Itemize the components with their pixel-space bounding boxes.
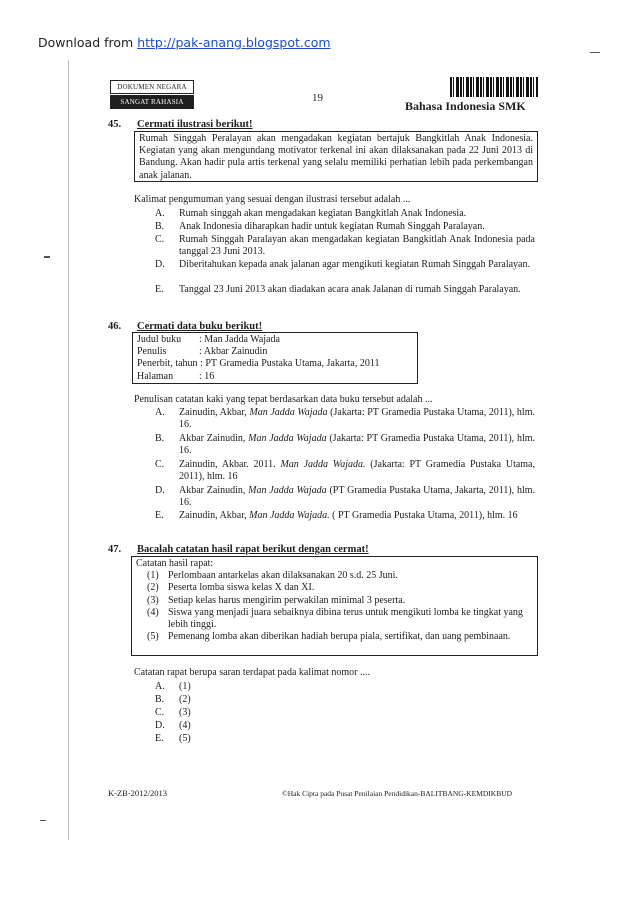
question-prompt: Catatan rapat berupa saran terdapat pada kalimat nomor .... [134, 667, 371, 678]
option-text: (3) [179, 707, 191, 718]
scan-edge-mark [590, 52, 600, 53]
question-prompt: Kalimat pengumuman yang sesuai dengan ilustrasi tersebut adalah ... [134, 194, 411, 205]
option-text: Akbar Zainudin, Man Jadda Wajada (Jakarta: PT Gramedia Pustaka Utama, 2011), hlm. 16. [179, 433, 535, 457]
meeting-notes-heading: Catatan hasil rapat: [136, 558, 214, 569]
option-label[interactable]: D. [155, 259, 165, 270]
question-title: Bacalah catatan hasil rapat berikut dengan cermat! [137, 544, 369, 555]
option-label[interactable]: B. [155, 221, 165, 232]
option-text: Diberitahukan kepada anak jalanan agar mengikuti kegiatan Rumah Singgah Paralayan. [179, 259, 530, 270]
book-row-author: Penulis : Akbar Zainudin [137, 346, 268, 358]
illustration-box: Rumah Singgah Peralayan akan mengadakan kegiatan bertajuk Bangkitlah Anak Indonesia. Kegiatan yang akan mengundang motivator terkenal ini akan dilaksanakan pada 22 Juni 2013 di Bandung. Akan hadir pula artis terkenal yang selalu memiliki perhatian lebih pada perkembangan anak jalanan. [134, 131, 538, 182]
option-text: (2) [179, 694, 191, 705]
barcode [450, 77, 538, 97]
option-text: Rumah singgah akan mengadakan kegiatan Bangkitlah Anak Indonesia. [179, 208, 467, 219]
option-label[interactable]: D. [155, 720, 165, 731]
option-text: Zainudin, Akbar, Man Jadda Wajada. ( PT Gramedia Pustaka Utama, 2011), hlm. 16 [179, 510, 518, 521]
book-row-title: Judul buku : Man Jadda Wajada [137, 334, 280, 345]
meeting-note-item: (5) Pemenang lomba akan diberikan hadiah berupa piala, sertifikat, dan uang pembinaan. [147, 631, 511, 643]
blog-link[interactable]: http://pak-anang.blogspot.com [137, 35, 331, 50]
option-label[interactable]: E. [155, 510, 164, 521]
option-label[interactable]: C. [155, 707, 165, 718]
question-title: Cermati ilustrasi berikut! [137, 119, 253, 130]
question-number: 47. [108, 544, 122, 555]
option-label[interactable]: C. [155, 459, 165, 470]
option-text: Rumah Singgah Paralayan akan mengadakan kegiatan Bangkitlah Anak Indonesia pada tanggal 23 Juni 2013. [179, 234, 535, 258]
meeting-note-item: (3) Setiap kelas harus mengirim perwakilan minimal 3 peserta. [147, 594, 406, 606]
question-number: 45. [108, 119, 122, 130]
option-label[interactable]: A. [155, 407, 165, 418]
banner-prefix: Download from [38, 35, 134, 50]
meeting-notes-box [131, 556, 538, 656]
option-text: Anak Indonesia diharapkan hadir untuk kegiatan Rumah Singgah Paralayan. [179, 221, 485, 232]
page-number: 19 [312, 92, 323, 104]
option-text: Zainudin, Akbar, Man Jadda Wajada (Jakarta: PT Gramedia Pustaka Utama, 2011), hlm. 16. [179, 407, 535, 431]
meeting-note-item: (4) Siswa yang menjadi juara sebaiknya dibina terus untuk mengikuti lomba ke tingkat yang lebih tinggi. [147, 606, 523, 631]
option-label[interactable]: D. [155, 485, 165, 496]
option-label[interactable]: A. [155, 681, 165, 692]
option-text: (4) [179, 720, 191, 731]
question-title: Cermati data buku berikut! [137, 321, 263, 332]
scan-edge-mark [44, 256, 50, 258]
meeting-note-item: (1) Perlombaan antarkelas akan dilaksanakan 20 s.d. 25 Juni. [147, 570, 398, 582]
scan-edge-mark [68, 60, 69, 840]
question-prompt: Penulisan catatan kaki yang tepat berdasarkan data buku tersebut adalah ... [134, 394, 433, 405]
option-text: Tanggal 23 Juni 2013 akan diadakan acara anak Jalanan di rumah Singgah Paralayan. [179, 284, 521, 295]
book-row-pages: Halaman : 16 [137, 370, 215, 382]
exam-code: K-ZB-2012/2013 [108, 788, 168, 798]
doc-label-bottom: SANGAT RAHASIA [110, 95, 194, 109]
option-label[interactable]: E. [155, 284, 164, 295]
option-label[interactable]: C. [155, 234, 165, 245]
option-label[interactable]: B. [155, 694, 165, 705]
option-text: (5) [179, 733, 191, 744]
option-label[interactable]: B. [155, 433, 165, 444]
book-data-box [132, 332, 418, 384]
subject-title: Bahasa Indonesia SMK [405, 99, 526, 113]
book-row-publisher: Penerbit, tahun : PT Gramedia Pustaka Utama, Jakarta, 2011 [137, 358, 380, 370]
option-text: Akbar Zainudin, Man Jadda Wajada (PT Gramedia Pustaka Utama, Jakarta, 2011), hlm. 16. [179, 485, 535, 509]
copyright-notice: ©Hak Cipta pada Pusat Penilaian Pendidikan-BALITBANG-KEMDIKBUD [282, 789, 513, 798]
option-text: Zainudin, Akbar. 2011. Man Jadda Wajada. (Jakarta: PT Gramedia Pustaka Utama, 2011), hlm. 16 [179, 459, 535, 483]
meeting-note-item: (2) Peserta lomba siswa kelas X dan XI. [147, 582, 315, 594]
document-classification-label [110, 80, 194, 109]
option-label[interactable]: E. [155, 733, 164, 744]
option-text: (1) [179, 681, 191, 692]
question-number: 46. [108, 321, 122, 332]
scan-edge-mark [40, 820, 46, 821]
option-label[interactable]: A. [155, 208, 165, 219]
doc-label-top: DOKUMEN NEGARA [110, 80, 194, 94]
